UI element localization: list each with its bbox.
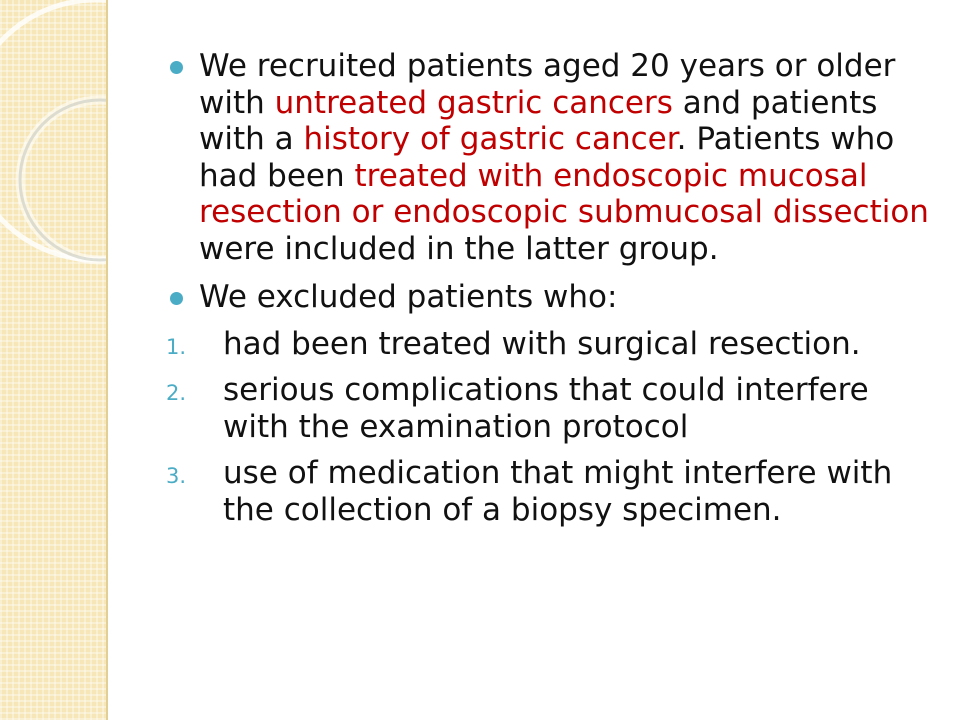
highlight-history-gastric-cancer: history of gastric cancer (303, 121, 677, 157)
recruitment-text-1: We recruited patients aged 20 years or older with (199, 48, 896, 121)
exclusion-heading-text: We excluded patients who: (199, 279, 618, 315)
decorative-sidebar (0, 0, 108, 720)
bullet-icon (170, 292, 183, 305)
exclusion-item-3 (166, 455, 936, 528)
concentric-rings-decoration (0, 0, 106, 720)
list-number: 3. (166, 464, 187, 488)
exclusion-item-2 (166, 372, 936, 445)
list-number: 2. (166, 381, 187, 405)
list-number: 1. (166, 334, 187, 359)
exclusion-item-1 (166, 326, 936, 363)
exclusion-item-text: had been treated with surgical resection. (223, 325, 861, 362)
bullet-icon (170, 61, 183, 74)
exclusion-item-text: serious complications that could interfere with the examination protocol (223, 372, 869, 445)
highlight-endoscopic-treatment: treated with endoscopic mucosal resection or endoscopic submucosal dissection (199, 157, 929, 230)
slide-body (166, 48, 936, 528)
recruitment-text-4: were included in the latter group. (199, 230, 719, 267)
bullet-recruitment (166, 48, 936, 267)
exclusion-item-text: use of medication that might interfere with the collection of a biopsy specimen. (223, 455, 893, 528)
bullet-exclusion-heading (166, 279, 936, 316)
recruitment-text-3: . Patients who had been (199, 121, 895, 194)
highlight-untreated-gastric-cancers: untreated gastric cancers (274, 84, 673, 121)
recruitment-text-2: and patients with a (199, 84, 878, 157)
